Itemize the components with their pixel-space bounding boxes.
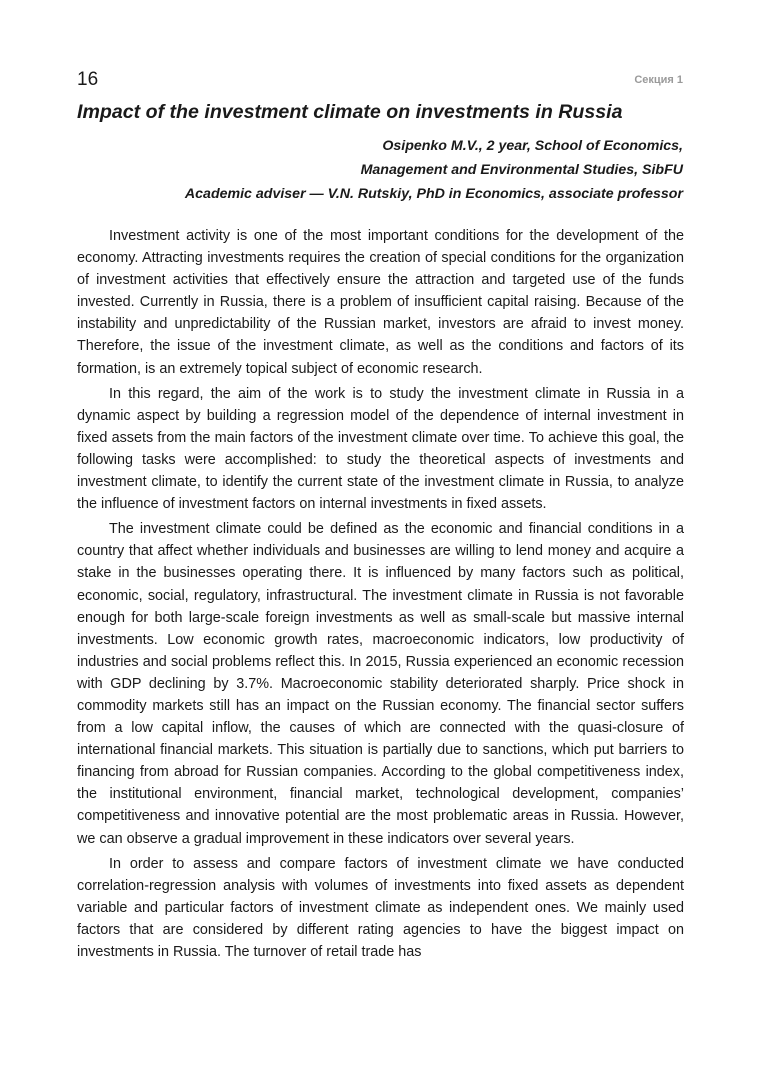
article-body bbox=[77, 225, 684, 966]
page-header bbox=[77, 68, 683, 92]
page-number: 16 bbox=[77, 69, 99, 90]
academic-adviser-line: Academic adviser — V.N. Rutskiy, PhD in Economics, associate professor bbox=[184, 186, 683, 202]
body-paragraph: The investment climate could be defined as the economic and financial conditions in a country that affect whether individuals and businesses are willing to lend money and acquire a stake in the businesses operating there. It is influenced by many factors such as political, economic, social, regulatory, infrastructural. The investment climate in Russia is not favorable enough for both large-scale foreign investments as well as small-scale but massive internal investments. Low economic growth rates, macroeconomic indicators, low productivity of industries and social problems reflect this. In 2015, Russia experienced an economic recession with GDP declining by 3.7%. Macroeconomic stability deteriorated sharply. Price shock in commodity markets still has an impact on the Russian economy. The financial sector suffers from a low capital inflow, the causes of which are connected with the quasi-closure of international financial markets. This situation is partially due to sanctions, which put barriers to financing from abroad for Russian companies. According to the global competitiveness index, the institutional environment, financial market, technological development, companies’ competitiveness and innovative potential are the most problematic areas in Russia. However, we can observe a gradual improvement in these indicators over several years. bbox=[77, 521, 684, 847]
author-line: Osipenko M.V., 2 year, School of Economics, bbox=[382, 138, 683, 154]
article-title: Impact of the investment climate on investments in Russia bbox=[77, 101, 623, 123]
section-label: Секция 1 bbox=[634, 74, 683, 86]
author-block bbox=[185, 134, 683, 206]
author-affiliation-line: Management and Environmental Studies, SibFU bbox=[360, 162, 683, 178]
body-paragraph: Investment activity is one of the most important conditions for the development of the economy. Attracting investments requires the creation of special conditions for the organization of investment activities that effectively ensure the attraction and targeted use of the funds invested. Currently in Russia, there is a problem of insufficient capital raising. Because of the instability and unpredictability of the Russian market, investors are afraid to invest money. Therefore, the issue of the investment climate, as well as the conditions and factors of its formation, is an extremely topical subject of economic research. bbox=[77, 228, 684, 377]
body-paragraph: In order to assess and compare factors of investment climate we have conducted correlation-regression analysis with volumes of investments into fixed assets as dependent variable and particular factors of investment climate as independent ones. We mainly used factors that are considered by different rating agencies to have the biggest impact on investments in Russia. The turnover of retail trade has bbox=[77, 855, 684, 960]
body-paragraph: In this regard, the aim of the work is to study the investment climate in Russia in a dynamic aspect by building a regression model of the dependence of internal investment in fixed assets from the main factors of the investment climate over time. To achieve this goal, the following tasks were accomplished: to study the theoretical aspects of investments and investment climate, to identify the current state of the investment climate in Russia, to analyze the influence of investment factors on internal investments in fixed assets. bbox=[77, 385, 684, 513]
